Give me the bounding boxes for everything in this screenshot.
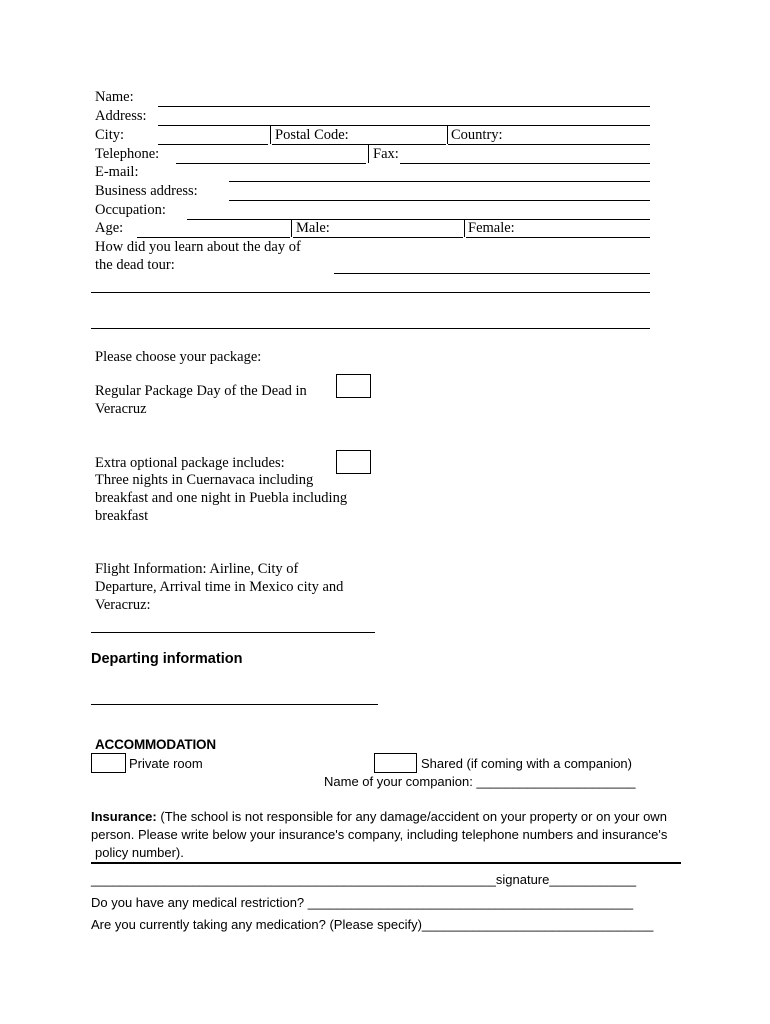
shared-room-label: Shared (if coming with a companion) bbox=[421, 756, 632, 771]
male-divider bbox=[464, 219, 465, 237]
city-field[interactable] bbox=[158, 144, 268, 145]
business-address-field[interactable] bbox=[229, 200, 650, 201]
insurance-text-line3: policy number). bbox=[95, 845, 184, 860]
shared-room-checkbox[interactable] bbox=[374, 753, 417, 773]
companion-name-field[interactable]: Name of your companion: ______________________ bbox=[324, 774, 636, 789]
extra-package-checkbox[interactable] bbox=[336, 450, 371, 474]
flight-info-line3: Veracruz: bbox=[95, 597, 151, 613]
telephone-field[interactable] bbox=[176, 163, 366, 164]
country-field[interactable] bbox=[448, 144, 650, 145]
flight-info-line1: Flight Information: Airline, City of bbox=[95, 561, 299, 577]
fax-label: Fax: bbox=[373, 146, 399, 162]
learn-label-line1: How did you learn about the day of bbox=[95, 239, 301, 255]
learn-label-line2: the dead tour: bbox=[95, 257, 175, 273]
postal-divider bbox=[447, 126, 448, 144]
departing-heading: Departing information bbox=[91, 651, 243, 667]
insurance-label: Insurance: bbox=[91, 809, 157, 824]
female-label: Female: bbox=[468, 220, 515, 236]
signature-field[interactable]: ________________________________________________________signature____________ bbox=[91, 872, 637, 887]
extra-package-line1: Extra optional package includes: bbox=[95, 455, 285, 471]
business-address-label: Business address: bbox=[95, 183, 198, 199]
telephone-label: Telephone: bbox=[95, 146, 160, 162]
extra-package-line4: breakfast bbox=[95, 508, 149, 524]
accommodation-heading: ACCOMMODATION bbox=[95, 737, 216, 752]
address-field[interactable] bbox=[158, 125, 650, 126]
flight-info-line2: Departure, Arrival time in Mexico city and bbox=[95, 579, 344, 595]
country-label: Country: bbox=[451, 127, 503, 143]
flight-info-field[interactable] bbox=[91, 632, 375, 633]
female-field[interactable] bbox=[466, 237, 650, 238]
insurance-text-line2: person. Please write below your insurance's company, including telephone numbers and insurance's bbox=[91, 827, 668, 842]
age-label: Age: bbox=[95, 220, 124, 236]
learn-field-extra-1[interactable] bbox=[91, 292, 650, 293]
name-field[interactable] bbox=[158, 106, 650, 107]
private-room-label: Private room bbox=[129, 756, 203, 771]
occupation-label: Occupation: bbox=[95, 202, 166, 218]
learn-field-extra-2[interactable] bbox=[91, 328, 650, 329]
city-label: City: bbox=[95, 127, 125, 143]
regular-package-checkbox[interactable] bbox=[336, 374, 371, 398]
package-prompt: Please choose your package: bbox=[95, 349, 262, 365]
regular-package-line1: Regular Package Day of the Dead in bbox=[95, 383, 307, 399]
occupation-field[interactable] bbox=[187, 219, 650, 220]
age-field[interactable] bbox=[137, 237, 290, 238]
postal-code-field[interactable] bbox=[272, 144, 446, 145]
male-field[interactable] bbox=[293, 237, 463, 238]
insurance-text-line1: (The school is not responsible for any damage/accident on your property or on your own bbox=[156, 809, 667, 824]
email-field[interactable] bbox=[229, 181, 650, 182]
fax-field[interactable] bbox=[400, 163, 650, 164]
name-label: Name: bbox=[95, 89, 134, 105]
extra-package-line3: breakfast and one night in Puebla including bbox=[95, 490, 348, 506]
postal-code-label: Postal Code: bbox=[275, 127, 349, 143]
insurance-divider bbox=[91, 862, 681, 864]
telephone-divider bbox=[368, 145, 369, 163]
city-divider bbox=[270, 126, 271, 144]
age-divider bbox=[291, 219, 292, 237]
medical-restriction-field[interactable]: Do you have any medical restriction? _____________________________________________ bbox=[91, 895, 634, 910]
learn-field[interactable] bbox=[334, 273, 650, 274]
medication-field[interactable]: Are you currently taking any medication? (Please specify)________________________________ bbox=[91, 917, 654, 932]
insurance-line1 bbox=[91, 808, 667, 825]
address-label: Address: bbox=[95, 108, 147, 124]
departing-field[interactable] bbox=[91, 704, 378, 705]
male-label: Male: bbox=[296, 220, 330, 236]
regular-package-line2: Veracruz bbox=[95, 401, 147, 417]
extra-package-line2: Three nights in Cuernavaca including bbox=[95, 472, 314, 488]
private-room-checkbox[interactable] bbox=[91, 753, 126, 773]
email-label: E-mail: bbox=[95, 164, 139, 180]
